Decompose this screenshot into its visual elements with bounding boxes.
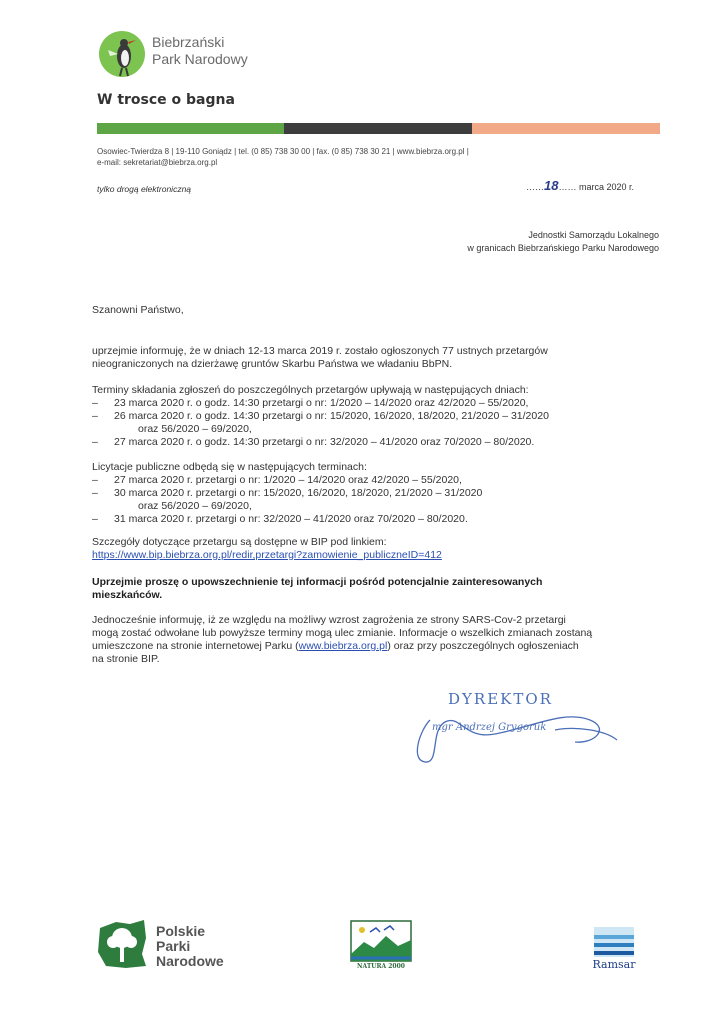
polish-national-parks-logo-icon xyxy=(96,918,148,970)
contact-line-2: e-mail: sekretariat@biebrza.org.pl xyxy=(97,158,218,167)
auction-item-3: – 31 marca 2020 r. przetargi o nr: 32/2020 – 41/2020 oraz 70/2020 – 80/2020. xyxy=(92,513,652,526)
p1-line-2: nieograniczonych na dzierżawę gruntów Skarbu Państwa we władaniu BbPN. xyxy=(92,358,453,370)
greeting: Szanowni Państwo, xyxy=(92,304,184,316)
stripe-dark xyxy=(284,123,472,134)
paragraph-announcement xyxy=(92,345,652,371)
stripe-green xyxy=(97,123,284,134)
auction-item-1: – 27 marca 2020 r. przetargi o nr: 1/2020 – 14/2020 oraz 42/2020 – 55/2020, xyxy=(92,474,652,487)
recipient-line-1: Jednostki Samorządu Lokalnego xyxy=(528,230,659,240)
p5-line-1: Uprzejmie proszę o upowszechnienie tej informacji pośród potencjalnie zainteresowanych xyxy=(92,576,543,588)
p6-line-1: Jednocześnie informuję, iż ze względu na możliwy wzrost zagrożenia ze strony SARS-Cov-2 przetargi xyxy=(92,614,566,626)
contact-line-1: Osowiec-Twierdza 8 | 19-110 Goniądz | tel. (0 85) 738 30 00 | fax. (0 85) 738 30 21 | www.biebrza.org.pl | xyxy=(97,147,469,156)
p1-line-1: uprzejmie informuję, że w dniach 12-13 marca 2019 r. zostało ogłoszonych 77 ustnych przetargów xyxy=(92,345,548,357)
stamp-name: mgr Andrzej Grygoruk xyxy=(432,722,547,733)
stripe-peach xyxy=(472,123,660,134)
contact-info xyxy=(97,146,469,168)
biebrza-park-logo-icon xyxy=(98,30,146,78)
natura-2000-label: NATURA 2000 xyxy=(357,963,405,970)
park-name-logotype xyxy=(152,34,248,68)
letter-date: ……18…… marca 2020 r. xyxy=(526,178,634,193)
logo-line-2: Park Narodowy xyxy=(152,51,248,67)
deadline-item-3: – 27 marca 2020 r. o godz. 14:30 przetargi o nr: 32/2020 – 41/2020 oraz 70/2020 – 80/2020. xyxy=(92,436,652,449)
paragraph-covid-notice xyxy=(92,614,652,666)
p3-intro: Licytacje publiczne odbędą się w następujących terminach: xyxy=(92,461,367,473)
p6-line-4: na stronie BIP. xyxy=(92,653,160,665)
auction-item-2: – 30 marca 2020 r. przetargi o nr: 15/2020, 16/2020, 18/2020, 21/2020 – 31/2020 xyxy=(92,487,652,500)
deadline-item-1: – 23 marca 2020 r. o godz. 14:30 przetargi o nr: 1/2020 – 14/2020 oraz 42/2020 – 55/2020, xyxy=(92,397,652,410)
handwritten-signature-icon xyxy=(405,700,625,770)
paragraph-auction-dates xyxy=(92,461,652,526)
polish-national-parks-text: Polskie Parki Narodowe xyxy=(156,923,224,969)
color-stripe xyxy=(97,123,660,134)
deadline-item-2-cont: oraz 56/2020 – 69/2020, xyxy=(138,423,252,435)
paragraph-request xyxy=(92,576,652,602)
delivery-note: tylko drogą elektroniczną xyxy=(97,184,192,194)
logo-line-1: Biebrzański xyxy=(152,34,225,50)
recipient-block xyxy=(467,229,659,255)
date-day: 18 xyxy=(544,178,559,193)
paragraph-bip-details xyxy=(92,536,652,562)
p5-line-2: mieszkańców. xyxy=(92,589,163,601)
park-website-link[interactable]: www.biebrza.org.pl xyxy=(298,640,388,652)
bip-link[interactable]: https://www.bip.biebrza.org.pl/redir,przetargi?zamowienie_publiczneID=412 xyxy=(92,549,442,561)
ramsar-label: Ramsar xyxy=(592,958,636,971)
deadline-item-2: – 26 marca 2020 r. o godz. 14:30 przetargi o nr: 15/2020, 16/2020, 18/2020, 21/2020 – 31/2020 xyxy=(92,410,652,423)
stamp-title: DYREKTOR xyxy=(448,690,553,708)
date-month-year: marca 2020 r. xyxy=(576,182,634,192)
auction-item-2-cont: oraz 56/2020 – 69/2020, xyxy=(138,500,252,512)
p2-intro: Terminy składania zgłoszeń do poszczególnych przetargów upływają w następujących dniach: xyxy=(92,384,529,396)
paragraph-submission-deadlines xyxy=(92,384,652,449)
recipient-line-2: w granicach Biebrzańskiego Parku Narodowego xyxy=(467,243,659,253)
slogan: W trosce o bagna xyxy=(97,92,235,108)
p6-line-3: umieszczone na stronie internetowej Parku (www.biebrza.org.pl) oraz przy poszczególnych ogłoszeniach xyxy=(92,640,579,652)
p4-line-1: Szczegóły dotyczące przetargu są dostępne w BIP pod linkiem: xyxy=(92,536,387,548)
p6-line-2: mogą zostać odwołane lub powyższe terminy mogą ulec zmianie. Informacje o wszelkich zmianach zostaną xyxy=(92,627,593,639)
